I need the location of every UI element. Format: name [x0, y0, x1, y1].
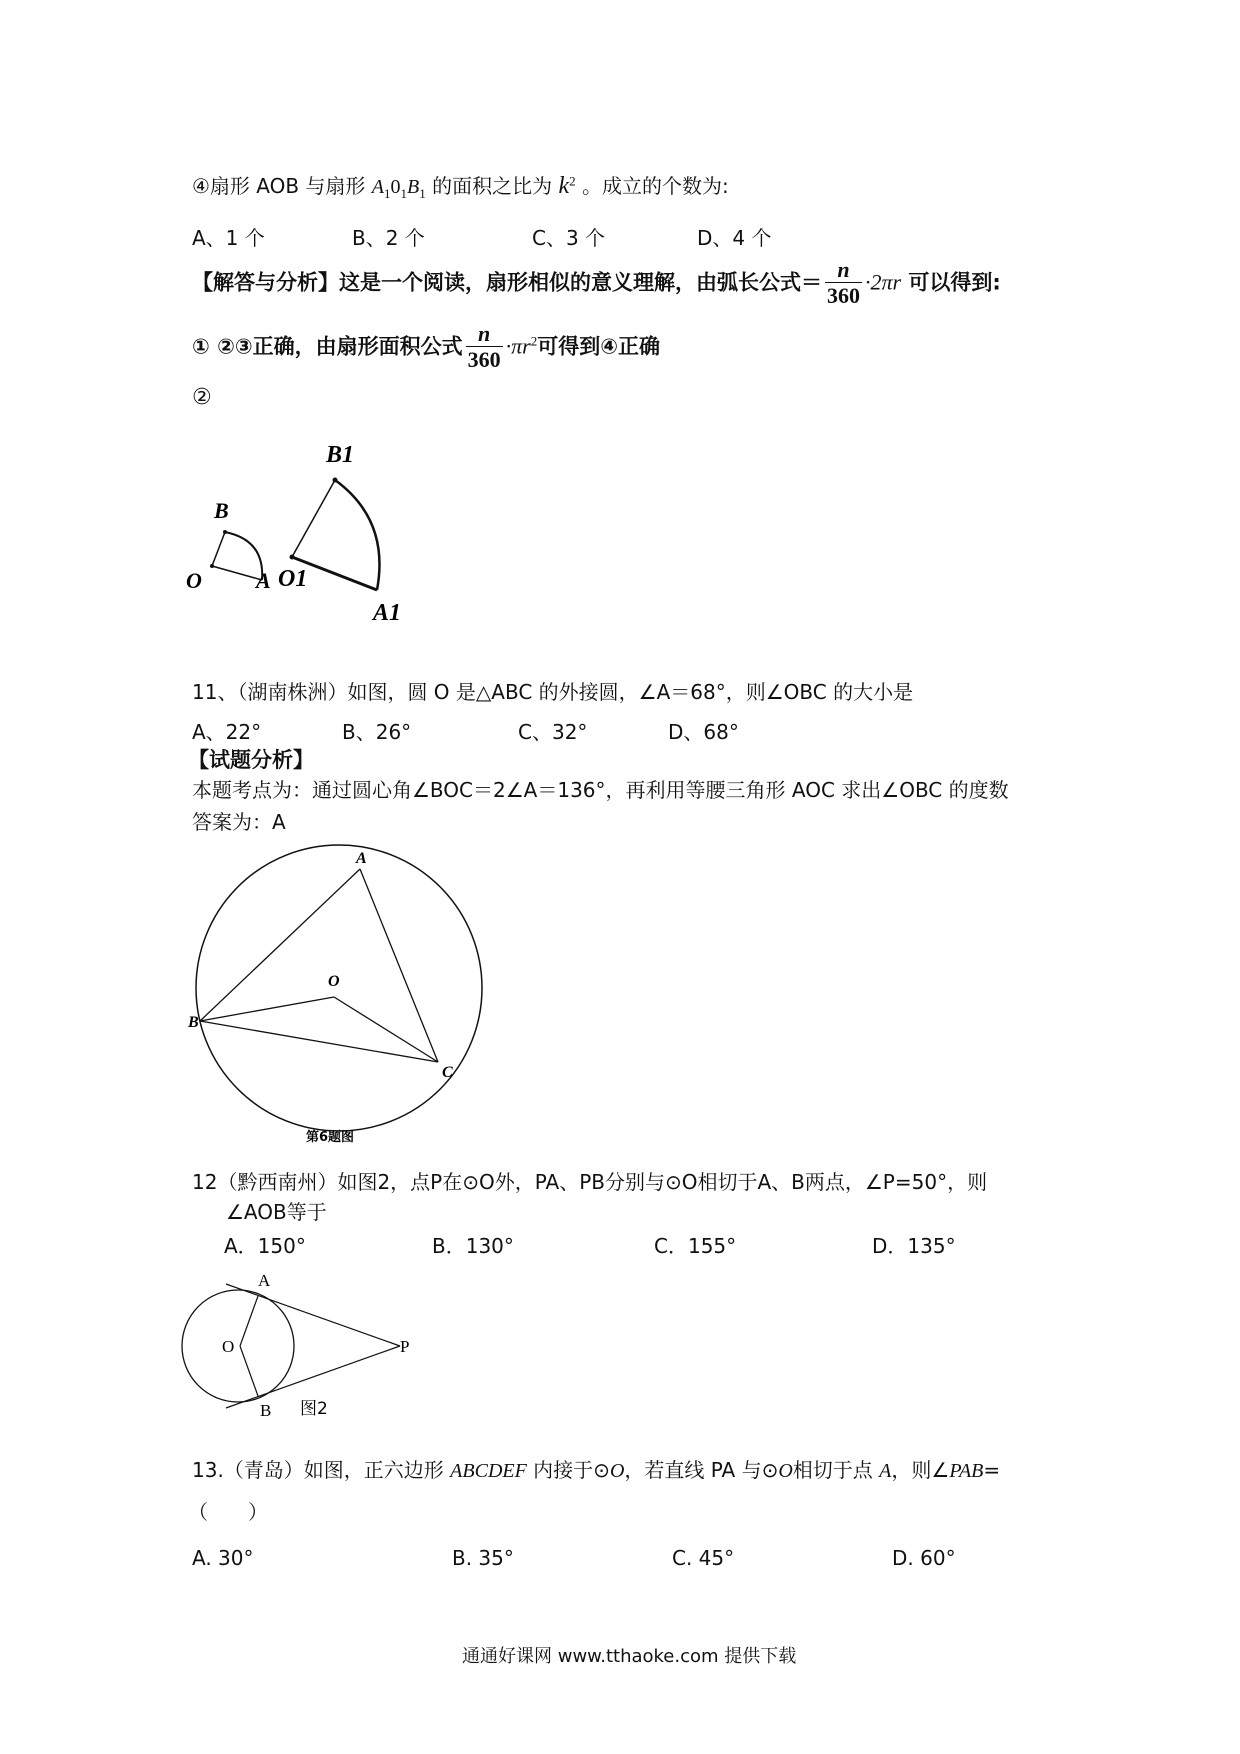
- side-bc: [200, 1021, 438, 1062]
- arc-length-fraction: $\frac{n}{360}$: [827, 257, 860, 309]
- q12-option-d[interactable]: D．135°: [872, 1234, 956, 1258]
- radius-oa: [240, 1296, 258, 1346]
- label-b1: B1: [326, 442, 355, 468]
- tangent-figure: [178, 1272, 438, 1420]
- sector-ob-radius: [212, 532, 225, 566]
- segment-oc: [334, 997, 438, 1062]
- sector-figure: [186, 440, 450, 630]
- q12-stem-line2: ∠AOB等于: [226, 1200, 327, 1224]
- q11-option-b[interactable]: B、26°: [342, 720, 412, 744]
- q11-analysis-text: 本题考点为：通过圆心角∠BOC＝2∠A＝136°，再利用等腰三角形 AOC 求出∠OBC 的度数: [192, 778, 1009, 802]
- radius-ob: [240, 1346, 258, 1396]
- page-footer: 通通好课网 www.tthaoke.com 提供下载: [462, 1646, 797, 1667]
- q13-stem: 13.（青岛）如图，正六边形 ABCDEF 内接于⊙O，若直线 PA 与⊙O相切于点 A，则∠PAB=: [192, 1458, 1001, 1482]
- figure-caption: 第6题图: [306, 1130, 355, 1145]
- sector-o1b1-radius: [292, 480, 335, 557]
- label-o1: O1: [278, 566, 308, 592]
- q10-option-b[interactable]: B、2 个: [352, 226, 425, 250]
- q11-option-c[interactable]: C、32°: [518, 720, 588, 744]
- q11-answer: 答案为：A: [192, 810, 286, 834]
- segment-ob: [200, 997, 334, 1021]
- circle-o: [182, 1290, 294, 1402]
- point-o: [210, 564, 214, 568]
- q10-analysis-line1: 【解答与分析】这是一个阅读，扇形相似的意义理解，由弧长公式＝ $\frac{n}{360}$ ·2πr 可以得到:: [192, 257, 1001, 309]
- q10-option-d[interactable]: D、4 个: [697, 226, 772, 250]
- q13-option-b[interactable]: B. 35°: [452, 1546, 514, 1570]
- q11-option-a[interactable]: A、22°: [192, 720, 262, 744]
- label-a: A: [356, 850, 367, 867]
- point-o1: [290, 555, 295, 560]
- q12-option-a[interactable]: A．150°: [224, 1234, 306, 1258]
- sector-area-fraction: $\frac{n}{360}$: [467, 321, 501, 373]
- q11-analysis-title: 【试题分析】: [188, 748, 314, 772]
- q12-option-b[interactable]: B．130°: [432, 1234, 514, 1258]
- q10-option-a[interactable]: A、1 个: [192, 226, 265, 250]
- label-p: P: [400, 1337, 410, 1356]
- label-a: A: [256, 568, 271, 593]
- sector-oa-radius: [212, 566, 262, 580]
- q12-stem-line1: 12（黔西南州）如图2，点P在⊙O外，PA、PB分别与⊙O相切于A、B两点，∠P=50°，则: [192, 1170, 988, 1194]
- label-o: O: [328, 973, 340, 990]
- tangent-pa: [226, 1284, 400, 1346]
- label-a: A: [258, 1271, 271, 1290]
- label-b: B: [260, 1401, 272, 1420]
- q10-item4: ④扇形 AOB 与扇形 $A_10_1B_1$ 的面积之比为 $k^2$ 。成立的个数为:: [192, 173, 729, 201]
- point-b1: [333, 478, 338, 483]
- q10-option-c[interactable]: C、3 个: [532, 226, 606, 250]
- label-b: B: [214, 498, 229, 523]
- q11-option-d[interactable]: D、68°: [668, 720, 739, 744]
- q13-option-c[interactable]: C. 45°: [672, 1546, 735, 1570]
- q13-answer-parens: （ ）: [188, 1500, 268, 1524]
- circumcircle-figure: [190, 845, 480, 1145]
- point-b: [223, 530, 227, 534]
- q13-option-d[interactable]: D. 60°: [892, 1546, 956, 1570]
- q12-option-c[interactable]: C．155°: [654, 1234, 737, 1258]
- sector-a1b1-arc: [335, 480, 379, 590]
- label-o: O: [222, 1337, 235, 1356]
- q10-circle2-marker: ②: [192, 385, 212, 410]
- side-ac: [360, 869, 438, 1062]
- figure-caption: 图2: [300, 1399, 328, 1419]
- label-a1: A1: [373, 600, 402, 626]
- q11-stem: 11、（湖南株洲）如图，圆 O 是△ABC 的外接圆，∠A＝68°，则∠OBC 的大小是: [192, 680, 914, 704]
- q13-option-a[interactable]: A. 30°: [192, 1546, 254, 1570]
- label-b: B: [188, 1014, 199, 1031]
- q10-analysis-line2: ① ②③正确，由扇形面积公式 $\frac{n}{360}$ $\cdot\pi r^2$可得到④正确: [192, 321, 661, 373]
- label-o: O: [186, 568, 202, 593]
- label-c: C: [442, 1064, 453, 1081]
